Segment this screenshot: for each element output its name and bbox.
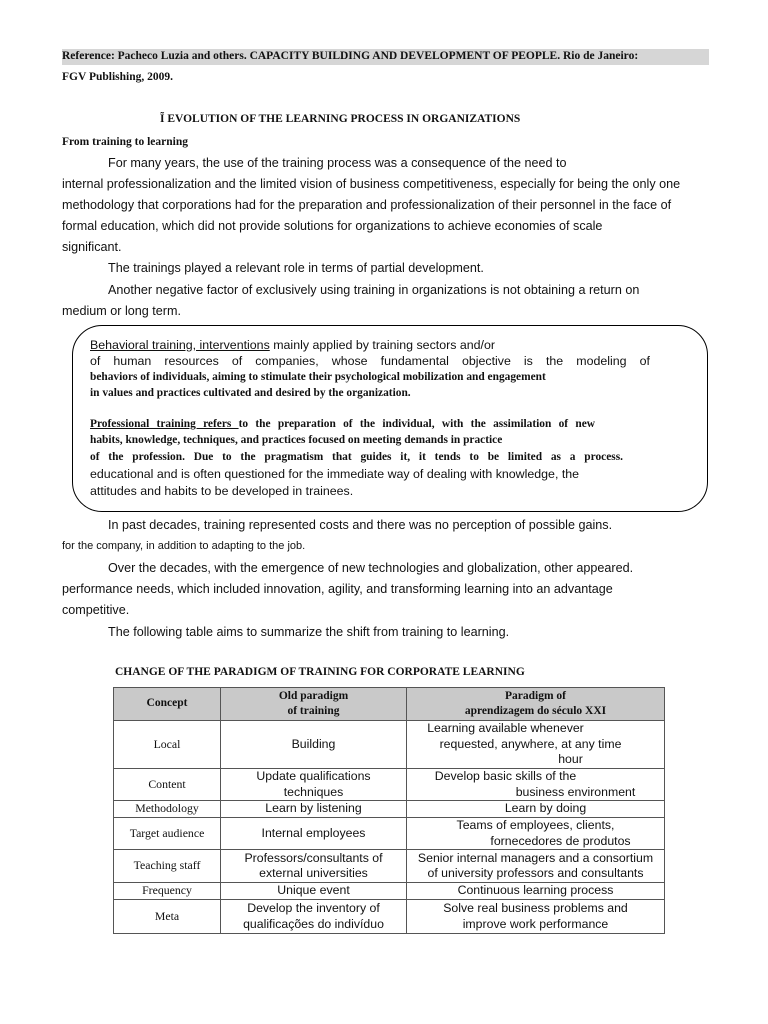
para1-line-4: formal education, which did not provide solutions for organizations to achieve economies of scale <box>62 219 603 233</box>
table-row <box>114 801 665 818</box>
para5-line-3: competitive. <box>62 603 130 617</box>
table-row <box>114 850 665 883</box>
cell-concept: Target audience <box>114 818 221 850</box>
cell-concept: Meta <box>114 900 221 934</box>
para3-line-2: medium or long term. <box>62 304 181 318</box>
behavioral-line-3: behaviors of individuals, aiming to stimulate their psychological mobilization and engagement <box>90 371 546 383</box>
reference-line-2: FGV Publishing, 2009. <box>62 71 173 83</box>
behavioral-training-term: Behavioral training, interventions <box>90 338 270 352</box>
cell-concept: Local <box>114 721 221 769</box>
para4: In past decades, training represented costs and there was no perception of possible gains. <box>108 518 613 532</box>
table-row <box>114 818 665 850</box>
paradigm-table <box>113 687 665 934</box>
table-row <box>114 769 665 801</box>
cell-old: Building <box>221 721 407 769</box>
para6: The following table aims to summarize the shift from training to learning. <box>108 625 510 639</box>
cell-new: Solve real business problems and improve work performance <box>407 900 665 934</box>
cell-concept: Teaching staff <box>114 850 221 883</box>
cell-old: Learn by listening <box>221 801 407 818</box>
cell-old: Unique event <box>221 883 407 900</box>
header-new-paradigm: Paradigm of aprendizagem do século XXI <box>407 688 665 721</box>
table-header-row <box>114 688 665 721</box>
table-row <box>114 900 665 934</box>
header-concept: Concept <box>114 688 221 721</box>
professional-training-term: Professional training refers <box>90 418 239 430</box>
cell-old: Update qualifications techniques <box>221 769 407 801</box>
para1-line-2: internal professionalization and the limited vision of business competitiveness, especially for being the only one <box>62 177 681 191</box>
professional-line-2: habits, knowledge, techniques, and practices focused on meeting demands in practice <box>90 434 503 446</box>
cell-new: Learning available whenever requested, anywhere, at any time hour <box>407 721 665 769</box>
para3-line-1: Another negative factor of exclusively using training in organizations is not obtaining a return on <box>108 283 640 297</box>
cell-old: Internal employees <box>221 818 407 850</box>
behavioral-line-2: of human resources of companies, whose fundamental objective is the modeling of <box>90 354 650 368</box>
professional-line-5: attitudes and habits to be developed in trainees. <box>90 484 354 498</box>
cell-concept: Content <box>114 769 221 801</box>
para4-continued: for the company, in addition to adapting to the job. <box>62 540 306 552</box>
cell-old: Develop the inventory of qualificações do indivíduo <box>221 900 407 934</box>
cell-concept: Methodology <box>114 801 221 818</box>
reference-line-1: Reference: Pacheco Luzia and others. CAPACITY BUILDING AND DEVELOPMENT OF PEOPLE. Rio de Janeiro: <box>62 50 639 62</box>
para5-line-2: performance needs, which included innovation, agility, and transforming learning into an advantage <box>62 582 613 596</box>
table-row <box>114 883 665 900</box>
para2: The trainings played a relevant role in terms of partial development. <box>108 261 484 275</box>
para1-line-5: significant. <box>62 240 122 254</box>
section-title: Ĩ EVOLUTION OF THE LEARNING PROCESS IN ORGANIZATIONS <box>160 113 521 125</box>
behavioral-line-4: in values and practices cultivated and desired by the organization. <box>90 387 411 399</box>
para5-line-1: Over the decades, with the emergence of new technologies and globalization, other appeared. <box>108 561 634 575</box>
cell-concept: Frequency <box>114 883 221 900</box>
para1-line-3: methodology that corporations had for the preparation and professionalization of their personnel in the face of <box>62 198 672 212</box>
subheading: From training to learning <box>62 136 188 148</box>
cell-new: Develop basic skills of the business environment <box>407 769 665 801</box>
table-row <box>114 721 665 769</box>
cell-new: Senior internal managers and a consortium of university professors and consultants <box>407 850 665 883</box>
behavioral-line-1: Behavioral training, interventions mainly applied by training sectors and/or <box>90 338 495 352</box>
header-old-paradigm: Old paradigm of training <box>221 688 407 721</box>
professional-line-1: Professional training refers to the preparation of the individual, with the assimilation of new <box>90 418 595 430</box>
para1-line-1: For many years, the use of the training process was a consequence of the need to <box>108 156 567 170</box>
cell-old: Professors/consultants of external universities <box>221 850 407 883</box>
table-title: CHANGE OF THE PARADIGM OF TRAINING FOR CORPORATE LEARNING <box>115 666 525 678</box>
cell-new: Continuous learning process <box>407 883 665 900</box>
professional-line-4: educational and is often questioned for the immediate way of dealing with knowledge, the <box>90 467 580 481</box>
cell-new: Teams of employees, clients, fornecedores de produtos <box>407 818 665 850</box>
cell-new: Learn by doing <box>407 801 665 818</box>
professional-line-3: of the profession. Due to the pragmatism that guides it, it tends to be limited as a process. <box>90 451 623 463</box>
